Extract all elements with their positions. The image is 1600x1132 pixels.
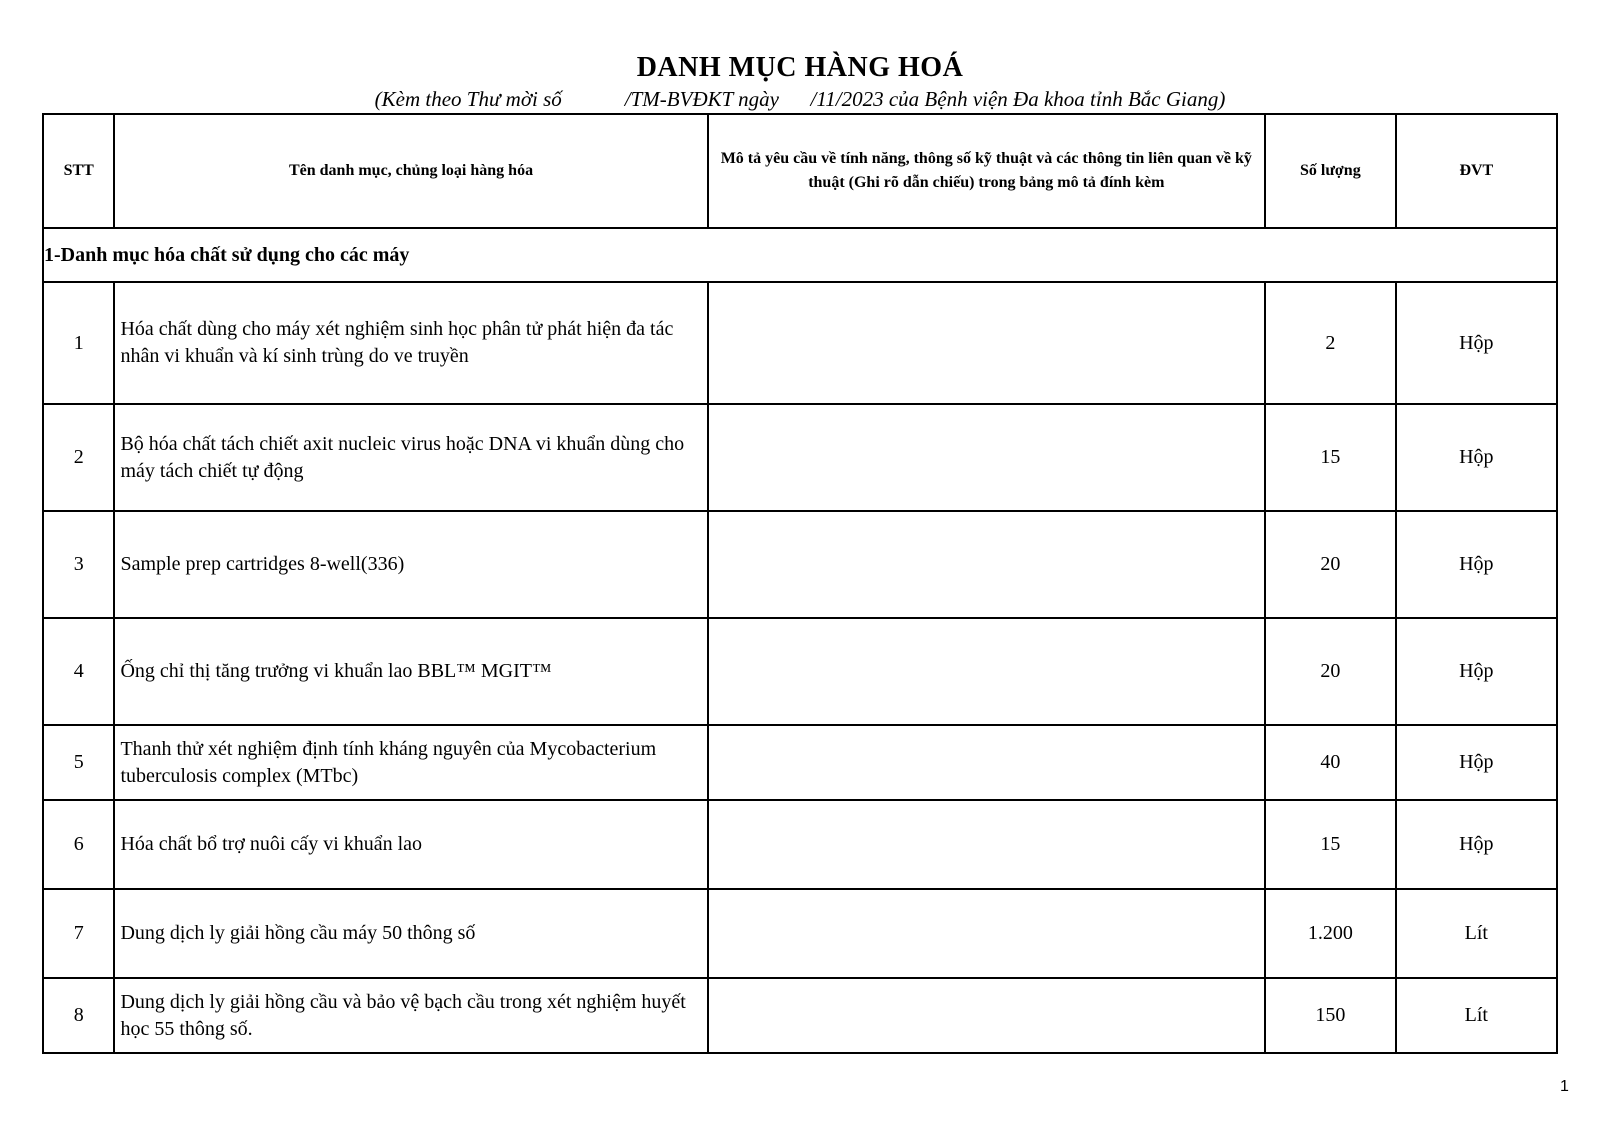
table-row — [43, 889, 1557, 978]
cell-stt: 2 — [43, 404, 114, 511]
cell-unit: Hộp — [1396, 511, 1557, 618]
table-row — [43, 511, 1557, 618]
page-number: 1 — [1560, 1078, 1569, 1095]
cell-stt: 8 — [43, 978, 114, 1053]
header-unit: ĐVT — [1396, 114, 1557, 228]
cell-stt: 5 — [43, 725, 114, 800]
cell-unit: Lít — [1396, 889, 1557, 978]
cell-name: Hóa chất dùng cho máy xét nghiệm sinh học phân tử phát hiện đa tác nhân vi khuẩn và kí sinh trùng do ve truyền — [114, 282, 707, 404]
header-quantity: Số lượng — [1265, 114, 1396, 228]
cell-description — [708, 282, 1265, 404]
table-row — [43, 404, 1557, 511]
header-name: Tên danh mục, chủng loại hàng hóa — [114, 114, 707, 228]
section-title: 1-Danh mục hóa chất sử dụng cho các máy — [43, 228, 1557, 282]
table-row — [43, 725, 1557, 800]
cell-stt: 3 — [43, 511, 114, 618]
document-subtitle: (Kèm theo Thư mời số /TM-BVĐKT ngày /11/2023 của Bệnh viện Đa khoa tỉnh Bắc Giang) — [374, 87, 1226, 111]
cell-unit: Hộp — [1396, 282, 1557, 404]
cell-name: Sample prep cartridges 8-well(336) — [114, 511, 707, 618]
cell-quantity: 1.200 — [1265, 889, 1396, 978]
cell-name: Thanh thử xét nghiệm định tính kháng nguyên của Mycobacterium tuberculosis complex (MTbc) — [114, 725, 707, 800]
table-row — [43, 618, 1557, 725]
cell-quantity: 15 — [1265, 404, 1396, 511]
cell-stt: 1 — [43, 282, 114, 404]
cell-quantity: 2 — [1265, 282, 1396, 404]
document-title: DANH MỤC HÀNG HOÁ — [636, 52, 964, 83]
cell-quantity: 15 — [1265, 800, 1396, 889]
cell-description — [708, 800, 1265, 889]
cell-stt: 6 — [43, 800, 114, 889]
cell-description — [708, 618, 1265, 725]
cell-name: Ống chỉ thị tăng trưởng vi khuẩn lao BBL™ MGIT™ — [114, 618, 707, 725]
table-row — [43, 978, 1557, 1053]
cell-description — [708, 725, 1265, 800]
header-description: Mô tả yêu cầu về tính năng, thông số kỹ thuật và các thông tin liên quan về kỹ thuật (Ghi rõ dẫn chiếu) trong bảng mô tả đính kèm — [708, 114, 1265, 228]
cell-unit: Hộp — [1396, 725, 1557, 800]
cell-unit: Hộp — [1396, 404, 1557, 511]
section-row — [43, 228, 1557, 282]
cell-unit: Lít — [1396, 978, 1557, 1053]
cell-unit: Hộp — [1396, 618, 1557, 725]
cell-description — [708, 511, 1265, 618]
cell-unit: Hộp — [1396, 800, 1557, 889]
cell-description — [708, 978, 1265, 1053]
cell-description — [708, 404, 1265, 511]
table-row — [43, 800, 1557, 889]
goods-table — [42, 113, 1558, 1054]
cell-name: Hóa chất bổ trợ nuôi cấy vi khuẩn lao — [114, 800, 707, 889]
cell-name: Dung dịch ly giải hồng cầu và bảo vệ bạch cầu trong xét nghiệm huyết học 55 thông số. — [114, 978, 707, 1053]
table-header-row — [43, 114, 1557, 228]
cell-quantity: 20 — [1265, 511, 1396, 618]
cell-quantity: 40 — [1265, 725, 1396, 800]
table-row — [43, 282, 1557, 404]
cell-description — [708, 889, 1265, 978]
cell-stt: 4 — [43, 618, 114, 725]
header-stt: STT — [43, 114, 114, 228]
cell-quantity: 20 — [1265, 618, 1396, 725]
cell-quantity: 150 — [1265, 978, 1396, 1053]
cell-name: Bộ hóa chất tách chiết axit nucleic virus hoặc DNA vi khuẩn dùng cho máy tách chiết tự động — [114, 404, 707, 511]
cell-stt: 7 — [43, 889, 114, 978]
cell-name: Dung dịch ly giải hồng cầu máy 50 thông số — [114, 889, 707, 978]
